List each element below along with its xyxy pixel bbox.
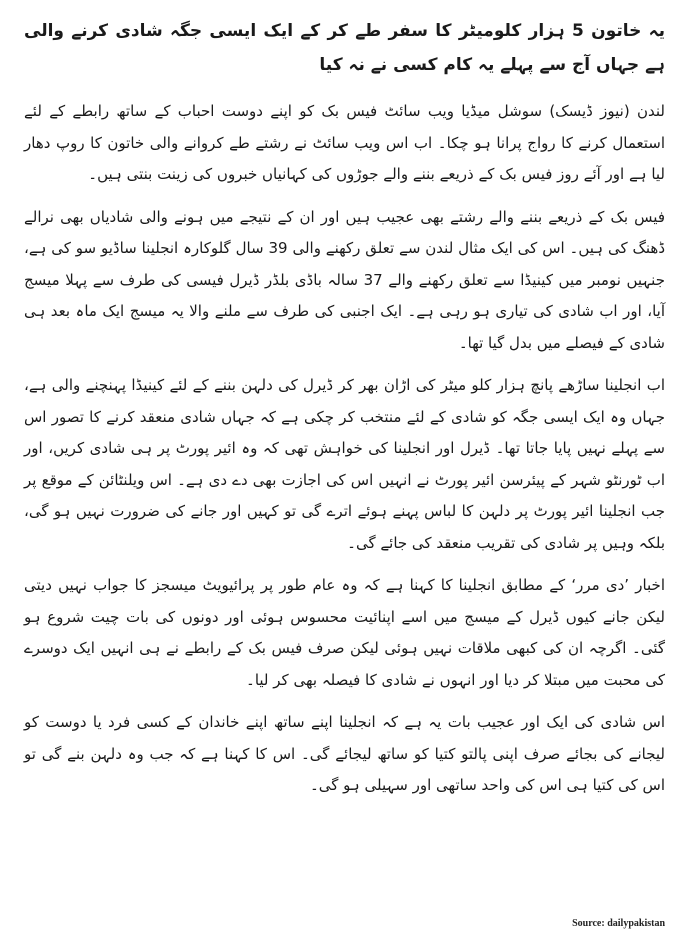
article-paragraph-5: اس شادی کی ایک اور عجیب بات یہ ہے کہ انجلینا اپنے ساتھ اپنے خاندان کے کسی فرد یا دوست کو لیجانے کی بجائے صرف اپنی پالتو کتیا کو ساتھ لیجائے گی۔ اس کا کہنا ہے کہ جب وہ دلہن بنے گی تو اس کی کتیا ہی اس کی واحد ساتھی اور سہیلی ہو گی۔ bbox=[24, 713, 665, 794]
article-paragraph-4: اخبار ’دی مرر‘ کے مطابق انجلینا کا کہنا ہے کہ وہ عام طور پر پرائیویٹ میسجز کا جواب نہیں دیتی لیکن جانے کیوں ڈیرل کے میسج میں اسے اپنائیت محسوس ہوئی اور دونوں کی بات چیت شروع ہو گئی۔ اگرچہ ان کی کبھی ملاقات نہیں ہوئی لیکن صرف فیس بک کے رابطے نے ہی انہیں ایک دوسرے کی محبت میں مبتلا کر دیا اور انہوں نے شادی کا فیصلہ بھی کر لیا۔ bbox=[24, 576, 665, 689]
article-paragraph-2: فیس بک کے ذریعے بننے والے رشتے بھی عجیب ہیں اور ان کے نتیجے میں ہونے والی شادیاں بھی نرالے ڈھنگ کی ہیں۔ اس کی ایک مثال لندن سے تعلق رکھنے والی 39 سال گلوکارہ انجلینا ساڈیو سو کی ہے، جنہیں نومبر میں کینیڈا سے تعلق رکھنے والے 37 سالہ باڈی بلڈر ڈیرل فیسی کی طرف سے پہلا میسج آیا، اور اب شادی کی تیاری ہو رہی ہے۔ ایک اجنبی کی طرف سے ملنے والا یہ میسج ایک ماہ بعد ہی شادی کے فیصلے میں بدل گیا تھا۔ bbox=[24, 207, 666, 352]
source-credit: Source: dailypakistan bbox=[572, 918, 665, 929]
article-paragraph-3: اب انجلینا ساڑھے پانچ ہزار کلو میٹر کی اڑان بھر کر ڈیرل کی دلہن بننے کے لئے کینیڈا پہنچنے والی ہے، جہاں وہ ایک ایسی جگہ کو شادی کے لئے منتخب کر چکی ہے کہ جہاں شادی منعقد کرنے کا تصور اس سے پہلے نہیں پایا جاتا تھا۔ ڈیرل اور انجلینا کی خواہش تھی کہ وہ ائیر پورٹ پر ہی شادی کریں، اور اب ٹورنٹو شہر کے پیئرسن ائیر پورٹ نے انہیں اس کی اجازت بھی دے دی ہے۔ اس ویلنٹائن کے موقع پر جب انجلینا ائیر پورٹ پر دلہن کا لباس پہنے ہوئے اترے گی تو کہیں اور جانے کی ضرورت نہیں ہو گی، بلکہ وہیں پر شادی کی تقریب منعقد کی جائے گی۔ bbox=[24, 376, 665, 552]
article-headline: یہ خاتون 5 ہزار کلومیٹر کا سفر طے کر کے ایک ایسی جگہ شادی کرنے والی ہے جہاں آج سے پہلے یہ کام کسی نے نہ کیا bbox=[24, 21, 665, 75]
article bbox=[24, 14, 665, 929]
article-paragraph-1: لندن (نیوز ڈیسک) سوشل میڈیا ویب سائٹ فیس بک کو اپنے دوست احباب کے ساتھ رابطے کے لئے استعمال کرنے کا رواج پرانا ہو چکا۔ اب اس ویب سائٹ نے رشتے طے کروانے والی خاتون کا روپ دھار لیا ہے اور آئے روز فیس بک کے ذریعے بننے والے جوڑوں کی کہانیاں خبروں کی زینت بنتی ہیں۔ bbox=[24, 102, 665, 183]
